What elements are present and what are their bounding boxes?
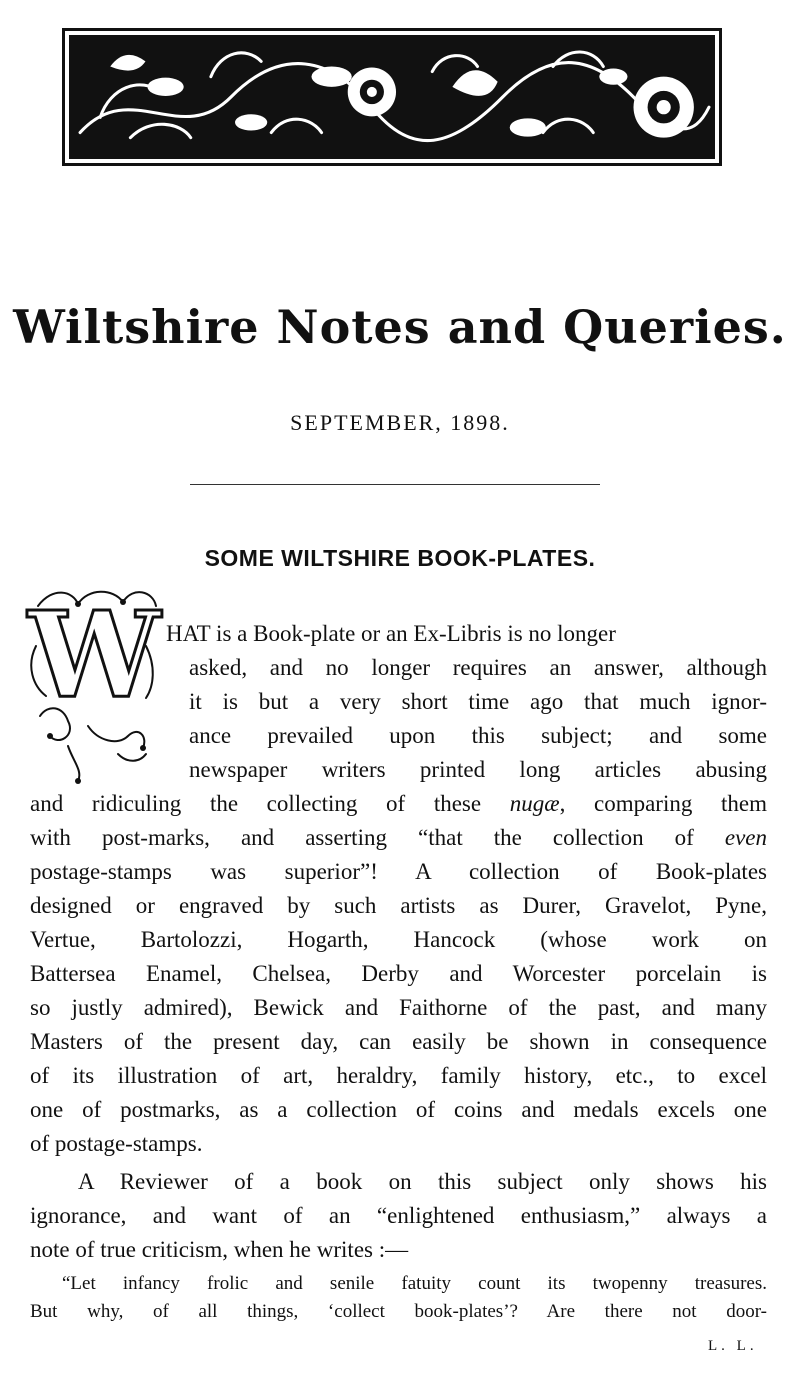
divider-rule [190,484,600,485]
floral-vine-ornament [70,36,714,158]
ornamental-header-banner [62,28,722,166]
body-line: ignorance, and want of an “enlightened enthusiasm,” always a [30,1203,767,1228]
body-line: with post-marks, and asserting “that the collection of even [30,825,767,850]
body-line: HAT is a Book-plate or an Ex-Libris is no longer [166,621,616,646]
dropcap-letter: W [28,585,161,724]
body-line: A Reviewer of a book on this subject only shows his [78,1169,767,1194]
body-line: one of postmarks, as a collection of coins and medals excels one [30,1097,767,1122]
masthead-title: Wiltshire Notes and Queries. [13,300,787,354]
body-line: postage-stamps was superior”! A collection of Book-plates [30,859,767,884]
body-line: ance prevailed upon this subject; and some [189,723,767,748]
article-title: SOME WILTSHIRE BOOK-PLATES. [204,545,596,571]
body-line: designed or engraved by such artists as Durer, Gravelot, Pyne, [30,893,767,918]
body-line: newspaper writers printed long articles abusing [189,757,767,782]
quotation-line: But why, of all things, ‘collect book-plates’? Are there not door- [30,1301,767,1322]
body-line: of its illustration of art, heraldry, family history, etc., to excel [30,1063,767,1088]
body-line: of postage-stamps. [30,1131,203,1156]
issue-date: SEPTEMBER, 1898. [290,410,510,435]
body-line: so justly admired), Bewick and Faithorne of the past, and many [30,995,767,1020]
body-line: it is but a very short time ago that much ignor- [189,689,767,714]
body-line: Battersea Enamel, Chelsea, Derby and Worcester porcelain is [30,961,767,986]
body-line: Masters of the present day, can easily be shown in consequence [30,1029,767,1054]
quotation-line: “Let infancy frolic and senile fatuity count its twopenny treasures. [62,1273,767,1294]
body-line: note of true criticism, when he writes :— [30,1237,409,1262]
body-line: Vertue, Bartolozzi, Hogarth, Hancock (whose work on [30,927,767,952]
body-line: and ridiculing the collecting of these nugæ, comparing them [30,791,767,816]
body-line: asked, and no longer requires an answer, although [189,655,767,680]
signature-initials: L. L. [708,1338,758,1354]
decorated-initial [28,586,160,786]
